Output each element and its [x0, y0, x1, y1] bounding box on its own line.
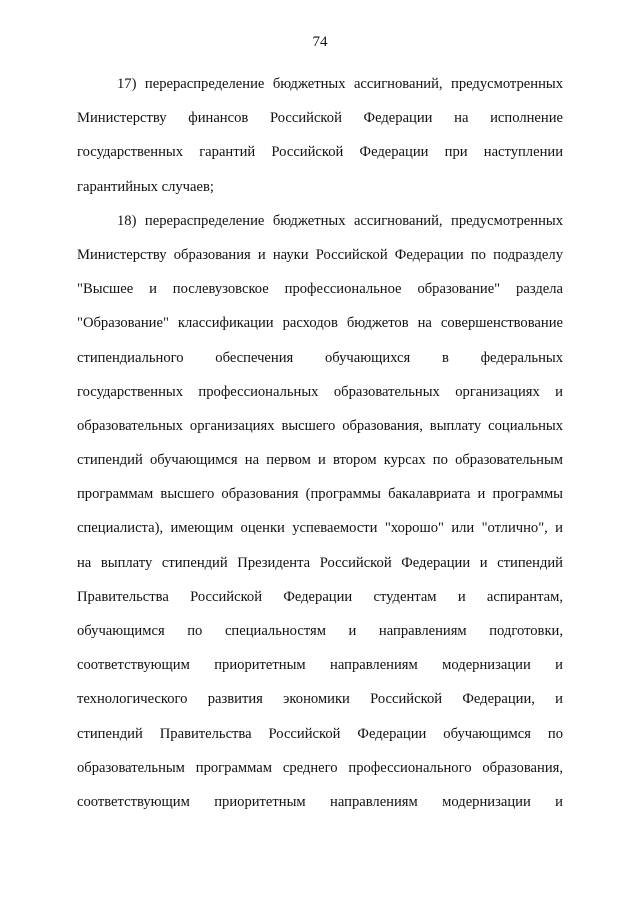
text-line: 17) перераспределение бюджетных ассигнований, предусмотренных: [117, 76, 563, 92]
text-line: государственных гарантий Российской Федерации при наступлении: [77, 144, 563, 161]
text-line: стипендий Правительства Российской Федерации обучающимся по: [77, 725, 563, 742]
text-line: гарантийных случаев;: [77, 178, 214, 195]
text-line: специалиста), имеющим оценки успеваемости "хорошо" или "отлично", и: [77, 520, 563, 537]
text-line: образовательным программам среднего профессионального образования,: [77, 759, 563, 776]
text-line: стипендиального обеспечения обучающихся в федеральных: [77, 349, 563, 366]
text-line: соответствующим приоритетным направлениям модернизации и: [77, 657, 563, 674]
text-line: на выплату стипендий Президента Российской Федерации и стипендий: [77, 554, 563, 571]
text-line: образовательных организациях высшего образования, выплату социальных: [77, 417, 563, 434]
text-line: 18) перераспределение бюджетных ассигнований, предусмотренных: [117, 212, 563, 229]
text-line: обучающимся по специальностям и направлениям подготовки,: [77, 623, 563, 639]
text-line: Министерству финансов Российской Федерации на исполнение: [77, 110, 563, 127]
page-number: 74: [312, 34, 328, 50]
text-line: "Образование" классификации расходов бюджетов на совершенствование: [77, 315, 563, 332]
text-line: Правительства Российской Федерации студентам и аспирантам,: [77, 588, 563, 605]
body-text: [77, 67, 563, 819]
text-line: технологического развития экономики Российской Федерации, и: [77, 691, 563, 708]
text-line: "Высшее и послевузовское профессиональное образование" раздела: [77, 281, 563, 298]
text-line: соответствующим приоритетным направлениям модернизации и: [77, 793, 563, 810]
text-line: государственных профессиональных образовательных организациях и: [77, 383, 563, 400]
text-line: программам высшего образования (программы бакалавриата и программы: [77, 486, 563, 503]
text-line: Министерству образования и науки Российской Федерации по подразделу: [77, 246, 563, 263]
text-line: стипендий обучающимся на первом и втором курсах по образовательным: [77, 452, 563, 469]
